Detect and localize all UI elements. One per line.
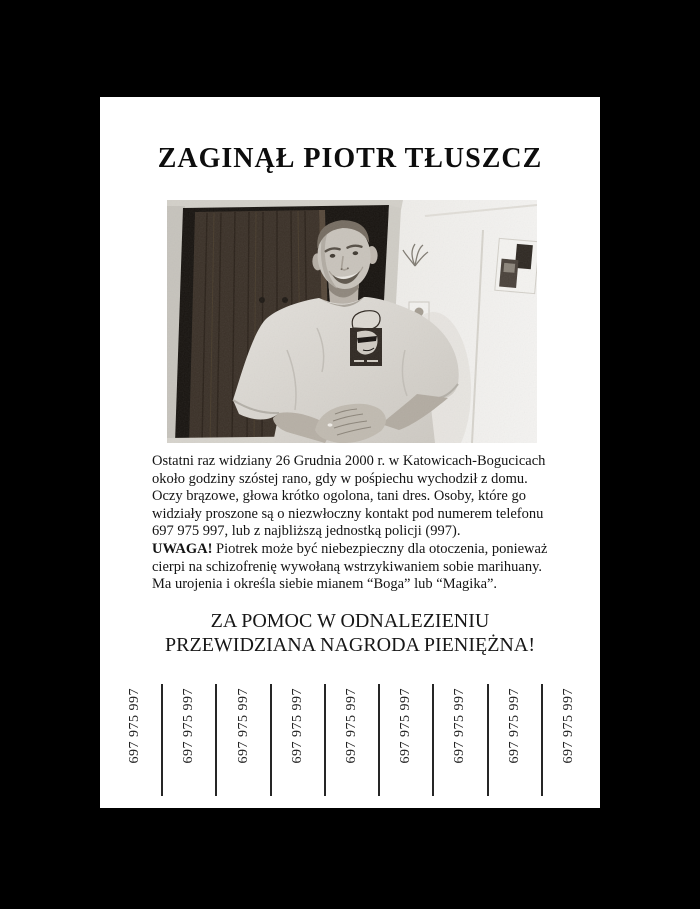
tear-off-strip xyxy=(380,684,434,796)
phone-number: 697 975 997 xyxy=(343,688,359,764)
description-line: widziały proszone są o niezwłoczny kontakt pod numerem telefonu xyxy=(152,505,544,522)
description-line: Oczy brązowe, głowa krótko ogolona, tani dres. Osoby, które go xyxy=(152,488,526,505)
phone-number: 697 975 997 xyxy=(181,688,197,764)
phone-number: 697 975 997 xyxy=(398,688,414,764)
phone-number: 697 975 997 xyxy=(452,688,468,764)
photo-grain xyxy=(167,200,537,443)
phone-number: 697 975 997 xyxy=(289,688,305,764)
description-line: Ostatni raz widziany 26 Grudnia 2000 r. w Katowicach-Bogucicach xyxy=(152,453,546,469)
photo-scene xyxy=(167,200,537,443)
tear-off-strip xyxy=(109,684,163,796)
tear-off-strip xyxy=(163,684,217,796)
phone-number: 697 975 997 xyxy=(560,688,576,764)
reward-line-2: PRZEWIDZIANA NAGRODA PIENIĘŻNA! xyxy=(165,633,535,656)
warning-line xyxy=(152,541,592,559)
description-line: około godziny szóstej rano, gdy w pośpiechu wychodził z domu. xyxy=(152,470,528,487)
tear-off-strip xyxy=(326,684,380,796)
phone-number: 697 975 997 xyxy=(235,688,251,764)
tear-off-strip xyxy=(543,684,595,796)
tear-off-strip xyxy=(489,684,543,796)
reward-line-1: ZA POMOC W ODNALEZIENIU xyxy=(210,610,490,632)
description-line: 697 975 997, lub z najbliższą jednostką policji (997). xyxy=(152,523,461,540)
phone-number: 697 975 997 xyxy=(127,688,143,764)
missing-person-poster xyxy=(100,97,600,808)
description-line: cierpi na schizofrenię wywołaną wstrzykiwaniem sobie marihuany. xyxy=(152,558,543,575)
description-line: Ma urojenia i określa siebie mianem “Boga” lub “Magika”. xyxy=(152,576,498,593)
phone-number: 697 975 997 xyxy=(506,688,522,764)
tear-off-strips xyxy=(109,684,595,796)
tear-off-strip xyxy=(434,684,488,796)
warning-rest: Piotrek może być niebezpieczny dla otoczenia, ponieważ xyxy=(212,540,548,557)
description-text xyxy=(152,453,592,594)
warning-label: UWAGA! xyxy=(152,540,213,557)
reward-text xyxy=(100,610,600,657)
tear-off-strip xyxy=(217,684,271,796)
missing-person-photo xyxy=(167,200,537,443)
tear-off-strip xyxy=(272,684,326,796)
poster-title: ZAGINĄŁ PIOTR TŁUSZCZ xyxy=(157,143,543,174)
